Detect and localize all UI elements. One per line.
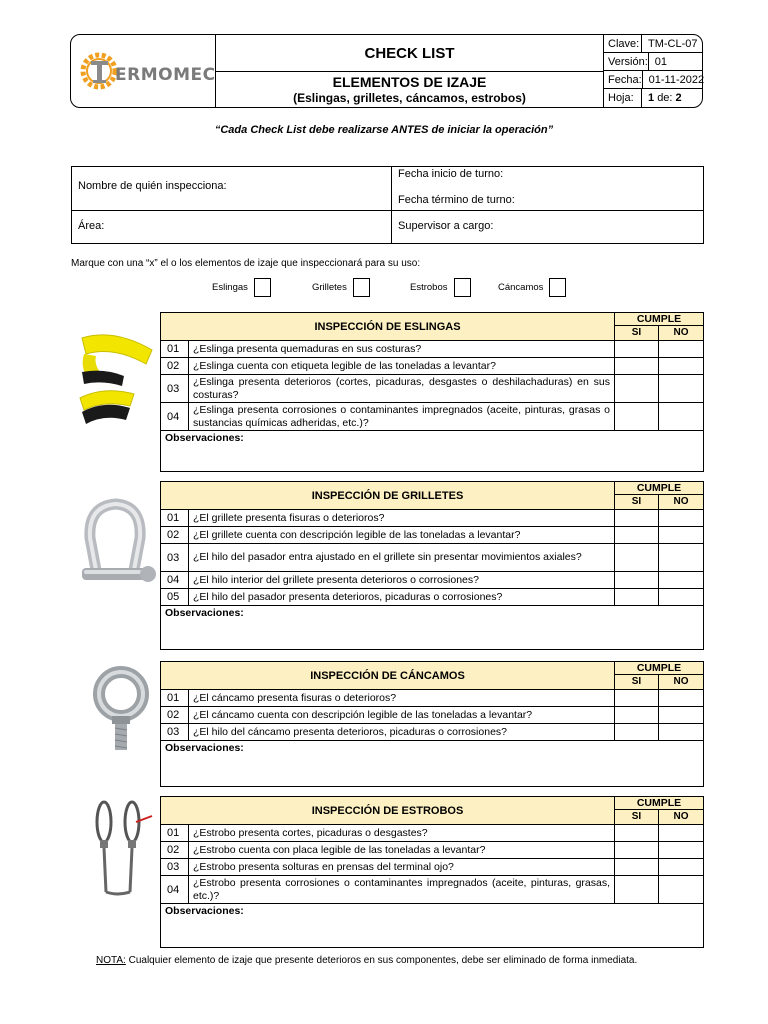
no-cell[interactable] <box>659 876 703 903</box>
no-header: NO <box>673 496 689 507</box>
question-row: 02 ¿El cáncamo cuenta con descripción legible de las toneladas a levantar? <box>161 707 703 724</box>
inspector-name-label: Nombre de quién inspecciona: <box>78 180 227 192</box>
title-cell <box>216 35 604 107</box>
shift-start-label: Fecha inicio de turno: <box>398 168 504 180</box>
question-row: 03 ¿Estrobo presenta solturas en prensas del terminal ojo? <box>161 859 703 876</box>
si-cell[interactable] <box>615 707 659 723</box>
no-cell[interactable] <box>659 375 703 402</box>
cumple-header: CUMPLE <box>615 482 703 495</box>
si-cell[interactable] <box>615 341 659 357</box>
question-row: 04 ¿Eslinga presenta corrosiones o contaminantes impregnados (aceite, pinturas, grasas o sustancias químicas adheridas, etc.)? <box>161 403 703 431</box>
si-cell[interactable] <box>615 510 659 526</box>
cumple-header: CUMPLE <box>615 313 703 326</box>
section-title: INSPECCIÓN DE GRILLETES <box>161 482 615 509</box>
no-header: NO <box>673 327 689 338</box>
footer-note <box>96 955 637 966</box>
sling-image <box>74 328 156 426</box>
divider <box>604 88 702 89</box>
question-row: 01 ¿El grillete presenta fisuras o deterioros? <box>161 510 703 527</box>
choice-eslingas: Eslingas <box>212 278 271 297</box>
section-title: INSPECCIÓN DE ESLINGAS <box>161 313 615 340</box>
si-cell[interactable] <box>615 842 659 858</box>
supervisor-label: Supervisor a cargo: <box>398 220 494 232</box>
no-header: NO <box>673 676 689 687</box>
si-cell[interactable] <box>615 876 659 903</box>
question-row: 02 ¿Estrobo cuenta con placa legible de las toneladas a levantar? <box>161 842 703 859</box>
no-cell[interactable] <box>659 825 703 841</box>
no-cell[interactable] <box>659 527 703 543</box>
si-header: SI <box>615 675 659 689</box>
company-name: ERMOMEC <box>115 65 216 85</box>
section-header <box>161 482 703 510</box>
question-row: 02 ¿El grillete cuenta con descripción legible de las toneladas a levantar? <box>161 527 703 544</box>
doc-subtitle-detail: (Eslingas, grilletes, cáncamos, estrobos) <box>293 91 526 105</box>
section-header <box>161 662 703 690</box>
no-cell[interactable] <box>659 589 703 605</box>
mark-instruction: Marque con una “x” el o los elementos de izaje que inspeccionará para su uso: <box>71 258 421 269</box>
document-header <box>70 34 703 108</box>
meta-clave: Clave: TM-CL-07 <box>604 35 702 53</box>
si-header: SI <box>615 326 659 340</box>
doc-subtitle: ELEMENTOS DE IZAJE <box>332 74 487 90</box>
si-cell[interactable] <box>615 589 659 605</box>
checkbox-eslingas[interactable] <box>254 278 271 297</box>
question-row: 03 ¿El hilo del pasador entra ajustado en el grillete sin presentar movimientos axiales? <box>161 544 703 572</box>
no-cell[interactable] <box>659 724 703 740</box>
si-header: SI <box>615 810 659 824</box>
no-cell[interactable] <box>659 358 703 374</box>
instruction-quote: “Cada Check List debe realizarse ANTES de iniciar la operación” <box>214 124 554 136</box>
question-row: 02 ¿Eslinga cuenta con etiqueta legible de las toneladas a levantar? <box>161 358 703 375</box>
section-header <box>161 797 703 825</box>
meta-version: Versión: 01 <box>604 53 702 71</box>
choice-cancamos: Cáncamos <box>498 278 566 297</box>
note-label: NOTA: <box>96 955 126 966</box>
no-cell[interactable] <box>659 572 703 588</box>
no-header: NO <box>673 811 689 822</box>
doc-subtitle-block <box>216 72 603 107</box>
checkbox-grilletes[interactable] <box>353 278 370 297</box>
no-cell[interactable] <box>659 707 703 723</box>
no-cell[interactable] <box>659 341 703 357</box>
si-cell[interactable] <box>615 825 659 841</box>
question-row: 01 ¿Eslinga presenta quemaduras en sus costuras? <box>161 341 703 358</box>
si-cell[interactable] <box>615 375 659 402</box>
shift-end-label: Fecha término de turno: <box>398 194 515 206</box>
divider <box>604 70 702 71</box>
question-row: 01 ¿El cáncamo presenta fisuras o deterioros? <box>161 690 703 707</box>
doc-meta <box>604 35 705 107</box>
meta-fecha: Fecha: 01-11-2022 <box>604 71 702 89</box>
observations-field[interactable]: Observaciones: <box>165 905 244 917</box>
hoja-total: 2 <box>675 92 682 104</box>
question-row: 04 ¿El hilo interior del grillete presenta deterioros o corrosiones? <box>161 572 703 589</box>
si-cell[interactable] <box>615 724 659 740</box>
shackle-image <box>78 498 156 590</box>
divider <box>72 210 703 211</box>
section-eslingas <box>160 312 704 472</box>
si-cell[interactable] <box>615 859 659 875</box>
section-header <box>161 313 703 341</box>
question-row: 05 ¿El hilo del pasador presenta deterioros, picaduras o corrosiones? <box>161 589 703 606</box>
note-text: Cualquier elemento de izaje que presente deterioros en sus componentes, debe ser eliminado de forma inmediata. <box>125 955 638 966</box>
no-cell[interactable] <box>659 403 703 430</box>
element-choices <box>0 278 768 300</box>
hoja-de: de: <box>657 92 673 104</box>
doc-title: CHECK LIST <box>216 35 603 72</box>
question-row: 03 ¿Eslinga presenta deterioros (cortes, picaduras, desgastes o deshilachaduras) en sus costuras? <box>161 375 703 403</box>
observations-field[interactable]: Observaciones: <box>165 742 244 754</box>
no-cell[interactable] <box>659 510 703 526</box>
hoja-page: 1 <box>648 92 655 104</box>
si-header: SI <box>615 495 659 509</box>
eyebolt-image <box>88 666 154 754</box>
divider <box>391 167 392 243</box>
observations-field[interactable]: Observaciones: <box>165 607 244 619</box>
section-cancamos <box>160 661 704 787</box>
choice-estrobos: Estrobos <box>410 278 471 297</box>
wire-rope-image <box>92 798 156 896</box>
area-label: Área: <box>78 220 105 232</box>
si-cell[interactable] <box>615 572 659 588</box>
si-cell[interactable] <box>615 403 659 430</box>
meta-hoja: Hoja: 1 de: 2 <box>604 89 702 107</box>
checkbox-estrobos[interactable] <box>454 278 471 297</box>
no-cell[interactable] <box>659 544 703 571</box>
no-cell[interactable] <box>659 690 703 706</box>
question-row: 03 ¿El hilo del cáncamo presenta deterioros, picaduras o corrosiones? <box>161 724 703 741</box>
si-cell[interactable] <box>615 358 659 374</box>
si-cell[interactable] <box>615 690 659 706</box>
question-row: 01 ¿Estrobo presenta cortes, picaduras o desgastes? <box>161 825 703 842</box>
cumple-header: CUMPLE <box>615 662 703 675</box>
section-grilletes <box>160 481 704 650</box>
divider <box>604 52 702 53</box>
inspection-info-table <box>71 166 704 244</box>
section-estrobos <box>160 796 704 948</box>
logo-cell <box>71 35 216 107</box>
no-cell[interactable] <box>659 842 703 858</box>
question-row: 04 ¿Estrobo presenta corrosiones o contaminantes impregnados (aceite, pinturas, grasas, etc.)? <box>161 876 703 904</box>
section-title: INSPECCIÓN DE ESTROBOS <box>161 797 615 824</box>
no-cell[interactable] <box>659 859 703 875</box>
choice-grilletes: Grilletes <box>312 278 370 297</box>
section-title: INSPECCIÓN DE CÁNCAMOS <box>161 662 615 689</box>
si-cell[interactable] <box>615 544 659 571</box>
si-cell[interactable] <box>615 527 659 543</box>
checkbox-cancamos[interactable] <box>549 278 566 297</box>
cumple-header: CUMPLE <box>615 797 703 810</box>
observations-field[interactable]: Observaciones: <box>165 432 244 444</box>
